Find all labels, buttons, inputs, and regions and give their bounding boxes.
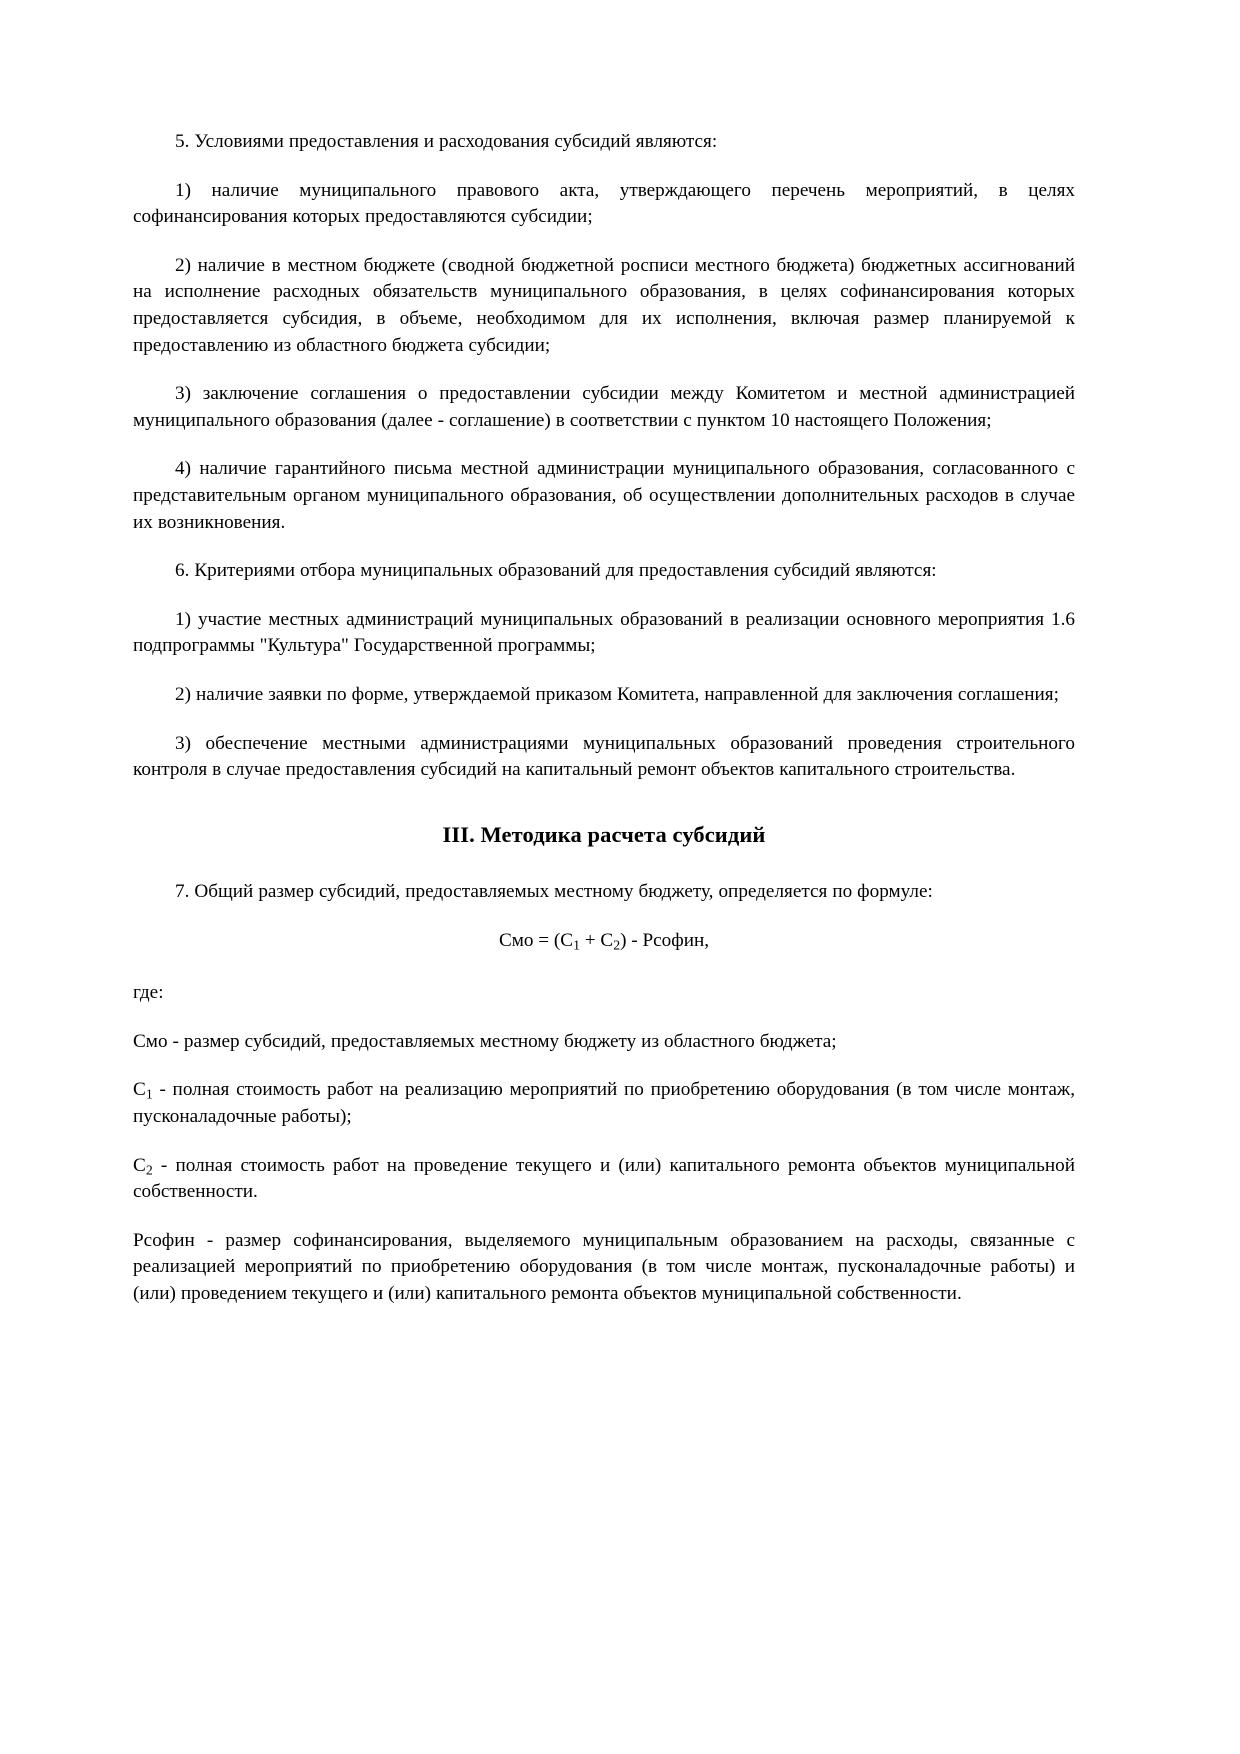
definition-c1-text: - полная стоимость работ на реализацию мероприятий по приобретению оборудования (в том числе монтаж, пусконаладочные работы); <box>133 1079 1075 1127</box>
definition-c2 <box>133 1153 1075 1206</box>
formula-subscript-1: 1 <box>573 936 580 952</box>
paragraph-clause-5-intro: 5. Условиями предоставления и расходования субсидий являются: <box>175 131 718 152</box>
paragraph-clause-6-intro: 6. Критериями отбора муниципальных образований для предоставления субсидий являются: <box>175 560 937 582</box>
paragraph-clause-5-item-4: 4) наличие гарантийного письма местной администрации муниципального образования, согласованного с представительным органом муниципального образования, об осуществлении дополнительных расходов в случае их возникновения. <box>133 458 1075 533</box>
definition-c1-symbol: С <box>133 1079 146 1101</box>
definition-c2-symbol: С <box>133 1154 146 1176</box>
paragraph-clause-6-item-3: 3) обеспечение местными администрациями муниципальных образований проведения строительного контроля в случае предоставления субсидий на капитальный ремонт объектов капитального строительства. <box>133 732 1075 781</box>
definition-smo: Смо - размер субсидий, предоставляемых местному бюджету из областного бюджета; <box>133 1030 837 1052</box>
paragraph-clause-6-item-2: 2) наличие заявки по форме, утверждаемой приказом Комитета, направленной для заключения соглашения; <box>175 683 1059 705</box>
definition-c2-text: - полная стоимость работ на проведение текущего и (или) капитального ремонта объектов муниципальной собственности. <box>133 1154 1075 1203</box>
paragraph-clause-7: 7. Общий размер субсидий, предоставляемых местному бюджету, определяется по формуле: <box>175 880 933 902</box>
document-body <box>133 129 1075 1329</box>
paragraph-clause-5-item-3: 3) заключение соглашения о предоставлении субсидии между Комитетом и местной администрацией муниципального образования (далее - соглашение) в соответствии с пунктом 10 настоящего Положения; <box>133 383 1075 431</box>
definition-c1-subscript: 1 <box>145 1086 153 1102</box>
paragraph-clause-5-item-2: 2) наличие в местном бюджете (сводной бюджетной росписи местного бюджета) бюджетных ассигнований на исполнение расходных обязательств муниципального образования, в целях софинансирования которых предоставляется субсидия, в объеме, необходимом для их исполнения, включая размер планируемой к предоставлению из областного бюджета субсидии; <box>133 254 1075 356</box>
section-heading-iii: III. Методика расчета субсидий <box>442 821 766 847</box>
definition-rsofin: Рсофин - размер софинансирования, выделяемого муниципальным образованием на расходы, связанные с реализацией мероприятий по приобретению оборудования (в том числе монтаж, пусконаладочные работы) и (или) проведением текущего и (или) капитального ремонта объектов муниципальной собственности. <box>133 1229 1075 1304</box>
formula-total-subsidy <box>133 928 1075 955</box>
formula-tail: ) - Рсофин, <box>620 929 710 951</box>
formula-mid: + С <box>580 929 614 951</box>
formula-subscript-2: 2 <box>613 936 621 952</box>
paragraph-clause-5-item-1: 1) наличие муниципального правового акта, утверждающего перечень мероприятий, в целях софинансирования которых предоставляются субсидии; <box>133 179 1075 228</box>
paragraph-clause-6-item-1: 1) участие местных администраций муниципальных образований в реализации основного мероприятия 1.6 подпрограммы "Культура" Государственной программы; <box>133 608 1075 657</box>
definition-c2-subscript: 2 <box>145 1161 153 1177</box>
definition-c1 <box>133 1077 1075 1130</box>
formula-lead: Смо = (С <box>498 929 574 951</box>
definitions-intro-label: где: <box>133 982 164 1004</box>
